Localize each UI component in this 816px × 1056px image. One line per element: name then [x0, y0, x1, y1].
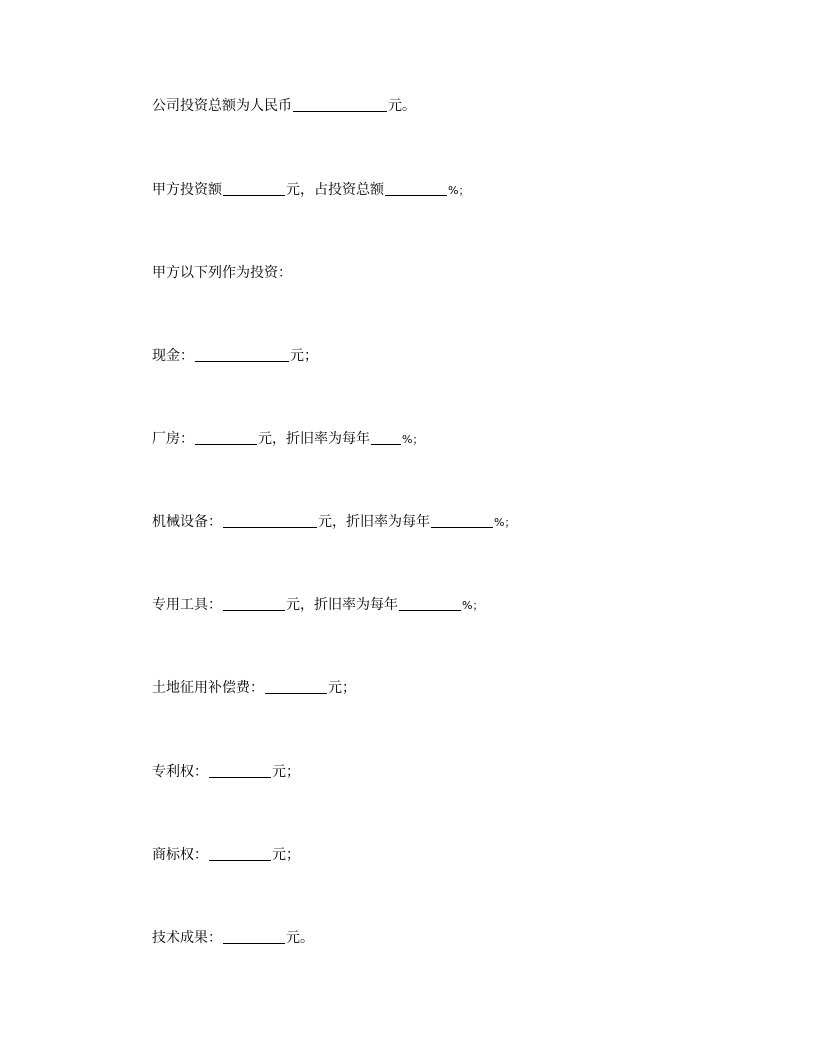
- plant-rate-blank: [371, 430, 401, 445]
- trademark-unit: 元；: [272, 847, 300, 863]
- tools-label: 专用工具：: [152, 597, 222, 613]
- party-a-amount-blank: [223, 181, 285, 196]
- tools-rate-unit: %；: [462, 599, 484, 612]
- total-investment-line: [152, 96, 416, 116]
- party-a-share-label: 元，占投资总额: [286, 182, 384, 198]
- cash-blank: [195, 347, 289, 362]
- cash-unit: 元；: [290, 348, 318, 364]
- tools-line: [152, 595, 483, 615]
- plant-rate-unit: %；: [402, 433, 424, 446]
- tech-achievement-blank: [223, 929, 285, 944]
- land-compensation-blank: [265, 679, 327, 694]
- party-a-percent-unit: %；: [448, 184, 470, 197]
- plant-line: [152, 429, 423, 449]
- patent-unit: 元；: [272, 764, 300, 780]
- cash-line: [152, 346, 318, 366]
- total-investment-blank: [293, 97, 387, 112]
- plant-amount-blank: [195, 430, 257, 445]
- trademark-line: [152, 845, 300, 865]
- tech-achievement-line: [152, 928, 314, 948]
- machinery-rate-blank: [431, 513, 493, 528]
- party-a-percent-blank: [385, 181, 447, 196]
- land-compensation-line: [152, 678, 356, 698]
- trademark-label: 商标权：: [152, 847, 208, 863]
- machinery-rate-unit: %；: [494, 516, 516, 529]
- tech-achievement-label: 技术成果：: [152, 930, 222, 946]
- investment-intro-text: 甲方以下列作为投资：: [152, 265, 292, 281]
- trademark-blank: [209, 846, 271, 861]
- patent-label: 专利权：: [152, 764, 208, 780]
- land-compensation-label: 土地征用补偿费：: [152, 680, 264, 696]
- plant-label: 厂房：: [152, 431, 194, 447]
- investment-intro-line: [152, 263, 292, 283]
- land-compensation-unit: 元；: [328, 680, 356, 696]
- cash-label: 现金：: [152, 348, 194, 364]
- party-a-investment-line: [152, 180, 469, 200]
- tools-amount-blank: [223, 596, 285, 611]
- machinery-amount-blank: [223, 513, 317, 528]
- total-investment-unit: 元。: [388, 98, 416, 114]
- tools-rate-blank: [399, 596, 461, 611]
- machinery-label: 机械设备：: [152, 514, 222, 530]
- patent-blank: [209, 763, 271, 778]
- plant-depreciation-label: 元，折旧率为每年: [258, 431, 370, 447]
- tech-achievement-unit: 元。: [286, 930, 314, 946]
- total-investment-label: 公司投资总额为人民币: [152, 98, 292, 114]
- machinery-line: [152, 512, 515, 532]
- patent-line: [152, 762, 300, 782]
- tools-depreciation-label: 元，折旧率为每年: [286, 597, 398, 613]
- machinery-depreciation-label: 元，折旧率为每年: [318, 514, 430, 530]
- party-a-investment-label: 甲方投资额: [152, 182, 222, 198]
